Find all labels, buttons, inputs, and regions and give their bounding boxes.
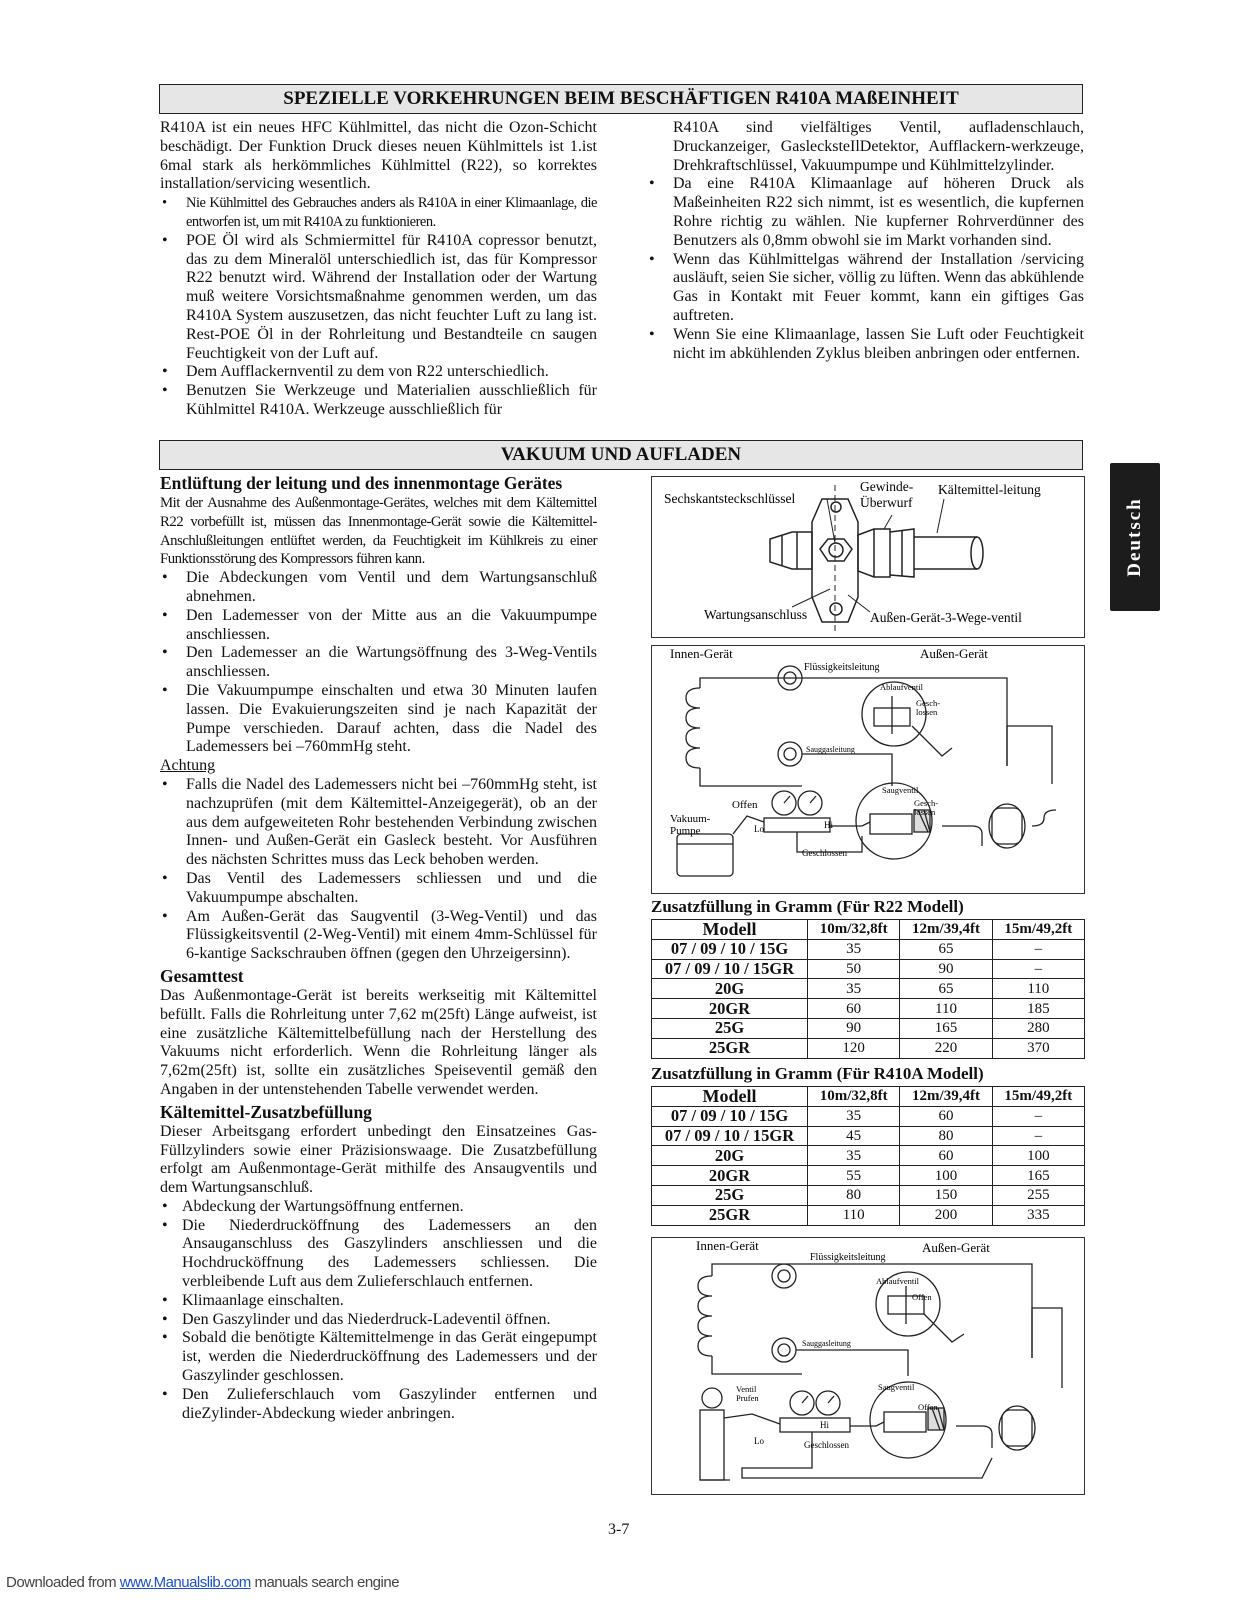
valve-connection-diagram xyxy=(652,477,1083,636)
paragraph-zusatzbefuellung: Dieser Arbeitsgang erfordert unbedingt den Einsatzeines Gas-Füllzylinders sowie einer Präzisionswaage. Die Zusatzbefüllung erfolgt am Außenmontage-Gerät mithilfe des Ansaugventils und dem Wartungsanschluß. xyxy=(160,1122,597,1197)
footer-link[interactable]: www.Manualslib.com xyxy=(119,1574,251,1591)
table-cell: 280 xyxy=(992,1018,1084,1038)
table-row xyxy=(652,979,1085,999)
table-cell: 50 xyxy=(808,959,900,979)
table-row xyxy=(652,1185,1085,1205)
list-item: • Den Lademesser an die Wartungsöffnung des 3-Weg-Ventils anschliessen. xyxy=(160,644,597,682)
table-cell: 35 xyxy=(808,1146,900,1166)
label-liquid-line: Flüssigkeitsleitung xyxy=(804,662,880,673)
label-service-port: Wartungsanschluss xyxy=(704,607,808,622)
table-cell: 80 xyxy=(808,1185,900,1205)
list-item: • Klimaanlage einschalten. xyxy=(160,1292,597,1311)
table-row xyxy=(652,1146,1085,1166)
table-cell: 100 xyxy=(900,1166,992,1186)
table-cell: 25GR xyxy=(652,1205,808,1225)
table-cell: 07 / 09 / 10 / 15G xyxy=(652,1106,808,1126)
label-closed-1b: lossen xyxy=(916,707,938,717)
table-row xyxy=(652,939,1085,959)
table-cell: 370 xyxy=(992,1038,1084,1058)
label-drain-valve: Ablaufventil xyxy=(876,1276,919,1286)
table-header-row xyxy=(652,1087,1085,1107)
list-item: • Das Ventil des Lademessers schliessen und und die Vakuumpumpe abschalten. xyxy=(160,870,597,908)
list-item: • Den Zulieferschlauch vom Gaszylinder entfernen und dieZylinder-Abdeckung wieder anbringen. xyxy=(160,1386,597,1424)
table-row xyxy=(652,1205,1085,1225)
label-refrigerant-pipe: Kältemittel-leitung xyxy=(938,482,1041,497)
label-open-2: Offen xyxy=(918,1402,938,1412)
label-check-valve-b: Prufen xyxy=(736,1393,759,1403)
list-item: • Wenn Sie eine Klimaanlage, lassen Sie Luft oder Feuchtigkeit nicht im abkühlenden Zyklus bleiben anbringen oder entfernen. xyxy=(647,326,1084,364)
table-cell: 335 xyxy=(992,1205,1084,1225)
table-cell: 07 / 09 / 10 / 15GR xyxy=(652,959,808,979)
figure-vacuum-circuit xyxy=(651,645,1085,894)
label-closed-3: Geschlossen xyxy=(802,848,847,858)
list-item: • POE Öl wird als Schmiermittel für R410A copressor benutzt, das zu dem Mineralöl unterschiedlich ist, das für Kompressor R22 benutzt wird. Während der Installation oder der Wartung muß weitere Vorsichtsmaßnahme genommen werden, um das R410A System auszusetzen, das nicht feuchter Luft zu lang ist. Rest-POE Öl in der Rohrleitung und Bestandteile cn saugen Feuchtigkeit von der Luft auf. xyxy=(160,232,597,364)
label-suction-valve: Saugventil xyxy=(878,1382,915,1392)
table-row xyxy=(652,999,1085,1019)
table-cell: 25GR xyxy=(652,1038,808,1058)
section1-continuation: R410A sind vielfältiges Ventil, aufladenschlauch, Druckanzeiger, GaslecksteIlDetektor, Aufflackern-werkzeuge, Drehkraftschlüssel, Vakuumpumpe und Kühlmittelzylinder. xyxy=(673,119,1084,174)
page-number: 3-7 xyxy=(608,1521,630,1538)
bullets-entlueftung xyxy=(160,569,597,757)
label-hi: Hi xyxy=(824,820,833,830)
table-header: 12m/39,4ft xyxy=(900,920,992,940)
table-cell: 25G xyxy=(652,1185,808,1205)
label-outdoor: Außen-Gerät xyxy=(922,1240,990,1255)
table-cell: 45 xyxy=(808,1126,900,1146)
footer-suffix: manuals search engine xyxy=(250,1574,400,1591)
footer xyxy=(6,1574,399,1591)
label-open-1: Offen xyxy=(912,1292,932,1302)
table-cell: 20G xyxy=(652,1146,808,1166)
table-row xyxy=(652,959,1085,979)
section1-left-bullets xyxy=(160,194,597,420)
paragraph-gesamttest: Das Außenmontage-Gerät ist bereits werkseitig mit Kältemittel befüllt. Falls die Rohrleitung unter 7,62 m(25ft) Länge aufweist, ist eine zusätzliche Kältemittelbefüllung nach der Herstellung des Vakuums nicht erforderlich. Wenn die Rohrleitung länger als 7,62m(25ft) ist, sollte ein zusätzliches Speiseventil gemäß den Angaben in der untenstehenden Tabelle verwendet werden. xyxy=(160,986,597,1098)
list-item: • Abdeckung der Wartungsöffnung entfernen. xyxy=(160,1198,597,1217)
list-item: • Falls die Nadel des Lademessers nicht bei –760mmHg steht, ist nachzuprüfen (mit dem Kältemittel-Anzeigegerät), ob an der aus dem aufgeweiteten Rohr bestehenden Verbindung zwischen Innen- und Außen-Gerät ein Gasleck besteht. Vor Ausführen des nächsten Schrittes muss das Leck behoben werden. xyxy=(160,776,597,870)
table-cell: 80 xyxy=(900,1126,992,1146)
bullets-zusatzbefuellung xyxy=(160,1198,597,1424)
table-cell: 20GR xyxy=(652,1166,808,1186)
table-header: 15m/49,2ft xyxy=(992,1087,1084,1107)
label-closed-2a: Gesch- xyxy=(914,798,939,808)
table-header: 10m/32,8ft xyxy=(808,1087,900,1107)
list-item: • Wenn das Kühlmittelgas während der Installation /servicing ausläuft, seien Sie sicher, völlig zu lüften. Wenn das abkühlende Gas in Kontakt mit Feuer kommt, kann ein giftiges Gas auftreten. xyxy=(647,251,1084,326)
bullets-caution xyxy=(160,776,597,964)
table-header-row xyxy=(652,920,1085,940)
table-cell: 07 / 09 / 10 / 15G xyxy=(652,939,808,959)
label-suction-valve: Saugventil xyxy=(882,785,919,795)
table-cell: 55 xyxy=(808,1166,900,1186)
section-title-vakuum: VAKUUM UND AUFLADEN xyxy=(159,440,1083,470)
table1-title: Zusatzfüllung in Gramm (Für R22 Modell) xyxy=(651,897,964,916)
label-lo: Lo xyxy=(754,824,764,834)
list-item: • Die Abdeckungen vom Ventil und dem Wartungsanschluß abnehmen. xyxy=(160,569,597,607)
section2-left-column xyxy=(160,473,597,1423)
table-cell: 150 xyxy=(900,1185,992,1205)
label-suction-line: Sauggasleitung xyxy=(802,1339,851,1348)
heading-zusatzbefuellung: Kältemittel-Zusatzbefüllung xyxy=(160,1101,372,1122)
language-tab xyxy=(1110,463,1160,611)
table-cell: 65 xyxy=(900,939,992,959)
table-cell: 35 xyxy=(808,939,900,959)
list-item: • Benutzen Sie Werkzeuge und Materialien ausschließlich für Kühlmittel R410A. Werkzeuge ausschließlich für xyxy=(160,382,597,420)
list-item: • Die Vakuumpumpe einschalten und etwa 30 Minuten laufen lassen. Die Evakuierungszeiten sind je nach Kapazität der Pumpe verschieden. Darauf achten, dass die Nadel des Lademessers bei –760mmHg steht. xyxy=(160,682,597,757)
table-cell: 60 xyxy=(900,1146,992,1166)
table-cell: 90 xyxy=(808,1018,900,1038)
table-cell: 185 xyxy=(992,999,1084,1019)
label-pump-b: Pumpe xyxy=(670,825,701,837)
table-cell: 100 xyxy=(992,1146,1084,1166)
label-flare-nut-1: Gewinde- xyxy=(860,479,914,494)
table-header: 10m/32,8ft xyxy=(808,920,900,940)
language-tab-label: Deutsch xyxy=(1124,497,1145,577)
table-cell: 07 / 09 / 10 / 15GR xyxy=(652,1126,808,1146)
table-header: Modell xyxy=(652,920,808,940)
label-hex-wrench: Sechskantsteckschlüssel xyxy=(664,491,796,506)
label-outdoor: Außen-Gerät xyxy=(920,646,988,661)
table-cell: 35 xyxy=(808,979,900,999)
table-cell: 90 xyxy=(900,959,992,979)
table-cell: – xyxy=(992,959,1084,979)
label-open: Offen xyxy=(732,799,758,811)
heading-entlueftung: Entlüftung der leitung und des innenmontage Gerätes xyxy=(160,473,563,493)
table-cell: 60 xyxy=(900,1106,992,1126)
table-cell: 110 xyxy=(992,979,1084,999)
list-item: • Nie Kühlmittel des Gebrauches anders als R410A in einer Klimaanlage, die entworfen ist, um mit R410A zu funktionieren. xyxy=(160,194,597,232)
list-item: • Da eine R410A Klimaanlage auf höheren Druck als Maßeinheiten R22 sich nimmt, ist es wesentlich, die kupfernen Rohre richtig zu wählen. Nie kupferner Rohrverdünner des Benutzers als 0,8mm obwohl sie im Markt vorhanden sind. xyxy=(647,175,1084,250)
table-header: 15m/49,2ft xyxy=(992,920,1084,940)
table-r22 xyxy=(651,919,1085,1059)
list-item: • Dem Aufflackernventil zu dem von R22 unterschiedlich. xyxy=(160,363,597,382)
table-cell: 165 xyxy=(992,1166,1084,1186)
section1-intro: R410A ist ein neues HFC Kühlmittel, das nicht die Ozon-Schicht beschädigt. Der Funktion Druck dieses neuen Kühlmittels ist 1.ist 6mal stark als herkömmliches Kühlmittel (R22), so korrektes installation/servicing wesentlich. xyxy=(160,119,597,193)
list-item: • Die Niederdrucköffnung des Lademessers an den Ansauganschluss des Gaszylinders anschliessen und die Hochdrucköffnung des Lademessers schliessen. Die verbleibende Luft aus dem Zulieferschlauch entfernen. xyxy=(160,1217,597,1292)
table-cell: 65 xyxy=(900,979,992,999)
table-cell: 60 xyxy=(808,999,900,1019)
section-title-r410a: SPEZIELLE VORKEHRUNGEN BEIM BESCHÄFTIGEN R410A MAßEINHEIT xyxy=(159,84,1083,114)
table-cell: 110 xyxy=(900,999,992,1019)
table2-title: Zusatzfüllung in Gramm (Für R410A Modell) xyxy=(651,1064,984,1083)
section1-right-bullets xyxy=(647,175,1084,363)
table-cell: 20G xyxy=(652,979,808,999)
label-pump-a: Vakuum- xyxy=(670,813,711,825)
label-flare-nut-2: Überwurf xyxy=(860,495,913,510)
figure-valve-connection xyxy=(651,476,1085,638)
section1-left-column xyxy=(160,119,597,420)
label-lo: Lo xyxy=(754,1436,764,1446)
caution-label: Achtung xyxy=(160,757,216,775)
list-item: • Den Lademesser von der Mitte aus an die Vakuumpumpe anschliessen. xyxy=(160,607,597,645)
table-cell: 200 xyxy=(900,1205,992,1225)
footer-prefix: Downloaded from xyxy=(6,1574,120,1591)
label-hi: Hi xyxy=(820,1420,829,1430)
label-indoor: Innen-Gerät xyxy=(670,646,733,661)
table-cell: 110 xyxy=(808,1205,900,1225)
table-cell: 20GR xyxy=(652,999,808,1019)
table-cell: – xyxy=(992,1106,1084,1126)
label-closed-2b: lossen xyxy=(914,807,936,817)
section1-right-column xyxy=(647,119,1084,363)
label-check-valve-a: Ventil xyxy=(736,1384,757,1394)
table-row xyxy=(652,1166,1085,1186)
table-cell: 35 xyxy=(808,1106,900,1126)
label-3-way-valve: Außen-Gerät-3-Wege-ventil xyxy=(870,610,1022,625)
figure-charging-circuit xyxy=(651,1237,1085,1495)
table-cell: 165 xyxy=(900,1018,992,1038)
table-header: Modell xyxy=(652,1087,808,1107)
table-cell: – xyxy=(992,939,1084,959)
table-cell: 255 xyxy=(992,1185,1084,1205)
table-row xyxy=(652,1106,1085,1126)
table-row xyxy=(652,1126,1085,1146)
label-indoor: Innen-Gerät xyxy=(696,1238,759,1253)
label-closed-1a: Gesch- xyxy=(916,698,941,708)
label-liquid-line: Flüssigkeitsleitung xyxy=(810,1252,886,1263)
list-item: • Am Außen-Gerät das Saugventil (3-Weg-Ventil) und das Flüssigkeitsventil (2-Weg-Ventil) mit einem 4mm-Schlüssel für 6-kantige Sackschrauben öffnen (gegen den Uhrzeigersinn). xyxy=(160,908,597,964)
paragraph-entlueftung: Mit der Ausnahme des Außenmontage-Gerätes, welches mit dem Kältemittel R22 vorbefüllt ist, müssen das Innenmontage-Gerät sowie die Kältemittel-Anschlußleitungen entlüftet werden, da Feuchtigkeit im Kühlkreis zu einer Funktionsstörung des Kompressors führen kann. xyxy=(160,495,597,568)
list-item: • Sobald die benötigte Kältemittelmenge in das Gerät eingepumpt ist, werden die Niederdrucköffnung des Lademessers und der Gaszylinder geschlossen. xyxy=(160,1329,597,1385)
label-drain-valve: Ablaufventil xyxy=(880,682,923,692)
heading-gesamttest: Gesamttest xyxy=(160,965,244,986)
label-closed: Geschlossen xyxy=(804,1440,849,1450)
table-cell: 25G xyxy=(652,1018,808,1038)
table-r410a xyxy=(651,1086,1085,1226)
vacuum-circuit-diagram xyxy=(652,646,1083,892)
table-cell: 220 xyxy=(900,1038,992,1058)
table-row xyxy=(652,1038,1085,1058)
table-row xyxy=(652,1018,1085,1038)
table-header: 12m/39,4ft xyxy=(900,1087,992,1107)
table-cell: – xyxy=(992,1126,1084,1146)
list-item: • Den Gaszylinder und das Niederdruck-Ladeventil öffnen. xyxy=(160,1311,597,1330)
charging-circuit-diagram xyxy=(652,1238,1083,1493)
label-suction-line: Sauggasleitung xyxy=(806,745,855,754)
table-cell: 120 xyxy=(808,1038,900,1058)
